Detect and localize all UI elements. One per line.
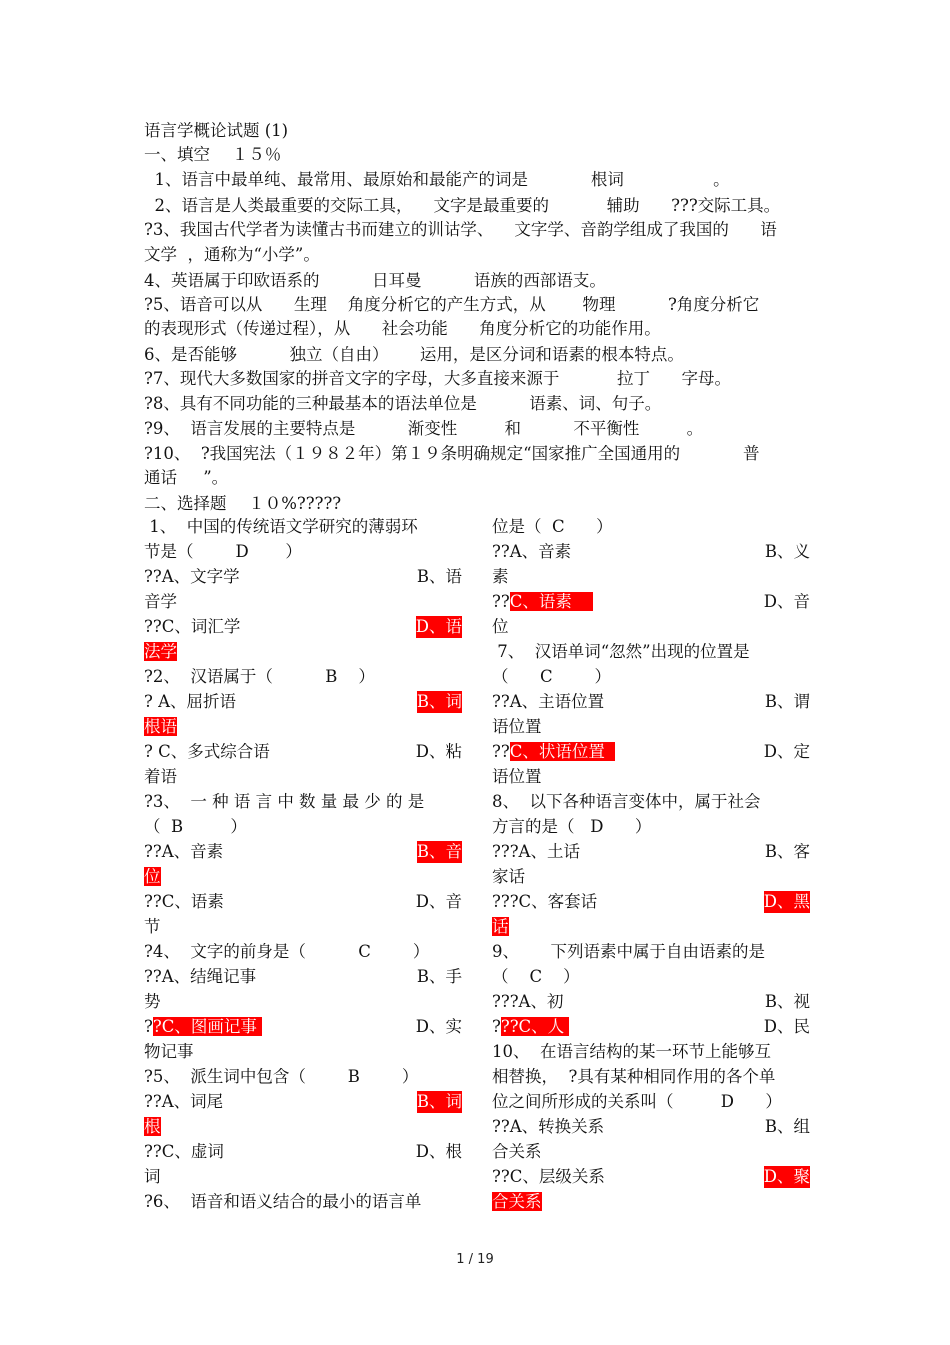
highlighted-answer: D、聚 [763,1167,810,1186]
highlighted-answer: C、状语位置 [509,742,616,761]
choice-line [492,891,810,916]
choice-text [144,816,247,838]
choice-text [144,1141,224,1163]
choice-line [144,891,462,916]
choice-text-part: ??A、文字学 [144,567,240,586]
choice-text [492,1041,771,1063]
choice-line [144,866,462,891]
choice-line [492,916,810,941]
choice-text [144,1041,194,1063]
choice-option: B、谓 [764,692,810,711]
choice-text [144,866,161,888]
highlighted-answer: C、语素 [509,592,593,611]
choice-text-part: ?? [492,742,510,761]
choice-text [144,791,424,813]
choice-text [492,591,593,613]
choice-text [144,891,224,913]
highlighted-answer: B、音 [416,842,462,861]
choice-option: B、组 [764,1117,810,1136]
choice-line [144,1141,462,1166]
choice-line [492,516,810,541]
choice-text [492,766,542,788]
choice-text [492,691,604,713]
fill-line: 1、语言中最单纯、最常用、最原始和最能产的词是 根词 。 [144,170,730,189]
choice-line [144,766,462,791]
choice-line [144,541,462,566]
choice-text-part: ??A、音素 [492,542,572,561]
choice-text-part: ??A、转换关系 [492,1117,605,1136]
choice-line [144,1066,462,1091]
choice-text [144,1191,421,1213]
choice-text-part: 话 [492,917,509,936]
choice-line [492,1016,810,1041]
choice-line [492,1041,810,1066]
choice-line [492,766,810,791]
choice-text-part: ??C、虚词 [144,1142,224,1161]
choice-text [144,741,270,763]
choice-text-part: 1、 中国的传统语文学研究的薄弱环 [144,517,418,536]
choice-text-part: ? [492,1017,501,1036]
choice-line [492,641,810,666]
choice-text-part: 词 [144,1167,161,1186]
choice-text-part: 相替换， ?具有某种相同作用的各个单 [492,1067,776,1086]
choice-option: D、民 [763,1017,810,1036]
choice-line [492,841,810,866]
choice-line [144,591,462,616]
choice-text [144,641,177,663]
choice-text-part: 位是（ C ） [492,517,613,536]
choice-line [492,1091,810,1116]
choice-text-part: ? [144,1017,153,1036]
choice-line [492,866,810,891]
choice-text-part: ??A、结绳记事 [144,967,257,986]
fill-line: 文学 ，通称为“小学”。 [144,245,320,264]
choice-option: D、实 [415,1017,462,1036]
fill-line: 6、是否能够 独立（自由） 运用，是区分词和语素的根本特点。 [144,345,684,364]
choice-option: D、定 [763,742,810,761]
highlighted-answer: ??C、人 [500,1017,570,1036]
choice-text-part: 方言的是（ D ） [492,817,652,836]
choice-line [144,816,462,841]
choice-line [144,1191,462,1216]
choice-line [492,991,810,1016]
choice-text [492,991,563,1013]
choice-text [144,516,418,538]
section-heading-choice: 二、选择题 １０%????? [144,494,342,513]
fill-line: ?10、 ?我国宪法（１９８２年）第１９条明确规定“国家推广全国通用的 普 [144,444,760,463]
choice-text [492,916,509,938]
choice-line [144,1041,462,1066]
choice-line [492,616,810,641]
choice-line [492,691,810,716]
choice-line [144,1016,462,1041]
choice-line [144,741,462,766]
choice-text-part: ?6、 语音和语义结合的最小的语言单 [144,1192,422,1211]
choice-text-part: 合关系 [492,1142,542,1161]
choice-option: B、义 [764,542,810,561]
choice-text-part: 音学 [144,592,177,611]
choice-text-part: ??C、层级关系 [492,1167,605,1186]
choice-text [492,1141,542,1163]
choice-line [492,1191,810,1216]
choice-text [144,591,177,613]
choice-text-part: ???A、土话 [492,842,580,861]
highlighted-answer: D、黑 [763,892,810,911]
choice-text [144,916,161,938]
choice-text-part: 7、 汉语单词“忽然”出现的位置是 [492,642,750,661]
choice-line [144,1166,462,1191]
choice-line [492,591,810,616]
choice-text-part: 9、 下列语素中属于自由语素的是 [492,942,765,961]
choice-text [492,1091,782,1113]
choice-column-left [144,516,462,1216]
choice-line [492,666,810,691]
choice-line [144,616,462,641]
choice-text [492,891,597,913]
choice-text-part: 位之间所形成的关系叫（ D ） [492,1092,782,1111]
highlighted-answer: B、词 [416,1092,462,1111]
choice-text [492,791,761,813]
choice-text [144,566,240,588]
choice-option: B、手 [416,967,462,986]
fill-line: ?5、语音可以从 生理 角度分析它的产生方式，从 物理 ?角度分析它 [144,295,760,314]
choice-text [492,866,525,888]
choice-line [144,841,462,866]
choice-text-part: 法学 [144,642,177,661]
choice-text [492,1166,605,1188]
choice-line [492,741,810,766]
choice-text [492,1016,569,1038]
choice-text-part: 位 [492,617,509,636]
choice-line [492,1116,810,1141]
choice-option: D、粘 [415,742,462,761]
choice-line [492,791,810,816]
highlighted-answer: B、词 [416,692,462,711]
choice-text [144,941,429,963]
choice-text-part: ???C、客套话 [492,892,598,911]
choice-text [492,841,580,863]
choice-text-part: ? C、多式综合语 [144,742,270,761]
choice-text-part: 10、 在语言结构的某一环节上能够互 [492,1042,771,1061]
fill-line: 2、语言是人类最重要的交际工具， 文字是最重要的 辅助 ???交际工具。 [144,196,781,215]
choice-text-part: ??C、语素 [144,892,224,911]
choice-text-part: （ B ） [144,817,247,836]
choice-text [492,616,509,638]
choice-line [144,941,462,966]
choice-line [144,966,462,991]
choice-text-part: 节是（ D ） [144,542,302,561]
choice-text [144,1066,418,1088]
choice-line [492,1066,810,1091]
choice-line [492,1166,810,1191]
choice-text [492,1116,604,1138]
choice-text-part: ? A、屈折语 [144,692,237,711]
choice-text [492,716,542,738]
choice-text-part: 8、 以下各种语言变体中，属于社会 [492,792,761,811]
choice-text [492,641,750,663]
choice-option: B、视 [764,992,810,1011]
choice-text [144,991,161,1013]
choice-text-part: ???A、初 [492,992,564,1011]
choice-line [144,666,462,691]
choice-option: B、客 [764,842,810,861]
choice-text [144,966,256,988]
choice-option: D、音 [415,892,462,911]
choice-line [492,966,810,991]
choice-text-part: ?5、 派生词中包含（ B ） [144,1067,419,1086]
choice-line [144,516,462,541]
choice-option: D、根 [415,1142,462,1161]
choice-text [144,666,375,688]
choice-line [492,541,810,566]
doc-title: 语言学概论试题 (1) [144,121,289,140]
section-heading-fill: 一、填空 １５％ [144,145,282,164]
choice-text-part: （ C ） [492,967,580,986]
choice-text-part: ?2、 汉语属于（ B ） [144,667,375,686]
choice-line [144,1116,462,1141]
highlighted-answer: D、语 [415,617,462,636]
choice-text-part: ?3、 一 种 语 言 中 数 量 最 少 的 是 [144,792,425,811]
choice-text [492,941,765,963]
choice-line [144,1091,462,1116]
choice-text-part: 着语 [144,767,177,786]
fill-line: 的表现形式（传递过程），从 社会功能 角度分析它的功能作用。 [144,319,661,338]
choice-option: D、音 [763,592,810,611]
choice-text-part: 语位置 [492,717,542,736]
choice-text [144,716,177,738]
choice-line [492,941,810,966]
choice-text-part: ??A、音素 [144,842,224,861]
choice-line [144,566,462,591]
choice-line [144,716,462,741]
fill-line: ?8、具有不同功能的三种最基本的语法单位是 语素、词、句子。 [144,394,662,413]
choice-text [144,1091,223,1113]
choice-option: B、语 [416,567,462,586]
choice-line [144,991,462,1016]
choice-text [144,1116,161,1138]
choice-text-part: 根语 [144,717,177,736]
choice-text-part: （ C ） [492,667,612,686]
choice-text-part: 语位置 [492,767,542,786]
choice-text-part: ??A、主语位置 [492,692,605,711]
choice-text-part: 素 [492,567,509,586]
choice-line [144,641,462,666]
choice-text [144,766,177,788]
choice-text [144,616,240,638]
choice-text [492,566,509,588]
choice-text [492,1191,542,1213]
choice-text-part: 势 [144,992,161,1011]
choice-text [492,816,651,838]
choice-text [492,1066,775,1088]
page-number: 1 / 19 [456,1252,494,1267]
choice-line [144,791,462,816]
choice-text [144,691,236,713]
fill-line: ?9、 语言发展的主要特点是 渐变性 和 不平衡性 。 [144,419,704,438]
choice-text [144,1016,262,1038]
fill-line: ?7、现代大多数国家的拼音文字的字母，大多直接来源于 拉丁 字母。 [144,369,732,388]
choice-text-part: ?? [492,592,510,611]
choice-text-part: 家话 [492,867,525,886]
choice-text-part: ??A、词尾 [144,1092,224,1111]
choice-text [492,741,615,763]
choice-text-part: 节 [144,917,161,936]
choice-column-right [492,516,810,1216]
choice-text [144,541,302,563]
choice-text [492,966,580,988]
choice-text [492,541,571,563]
choice-text-part: 合关系 [492,1192,542,1211]
fill-line: 通话 ”。 [144,468,229,487]
choice-text-part: 物记事 [144,1042,194,1061]
choice-line [492,816,810,841]
choice-line [492,1141,810,1166]
fill-line: ?3、我国古代学者为读懂古书而建立的训诂学、 文字学、音韵学组成了我国的 语 [144,220,777,239]
choice-line [492,566,810,591]
choice-line [492,716,810,741]
choice-text [492,666,611,688]
choice-line [144,916,462,941]
choice-text-part: ??C、词汇学 [144,617,241,636]
choice-text-part: 根 [144,1117,161,1136]
choice-text [144,841,223,863]
choice-line [144,691,462,716]
choice-text-part: 位 [144,867,161,886]
highlighted-answer: ?C、图画记事 [152,1017,263,1036]
choice-text [144,1166,161,1188]
choice-text [492,516,613,538]
fill-line: 4、英语属于印欧语系的 日耳曼 语族的西部语支。 [144,271,606,290]
choice-text-part: ?4、 文字的前身是（ C ） [144,942,430,961]
